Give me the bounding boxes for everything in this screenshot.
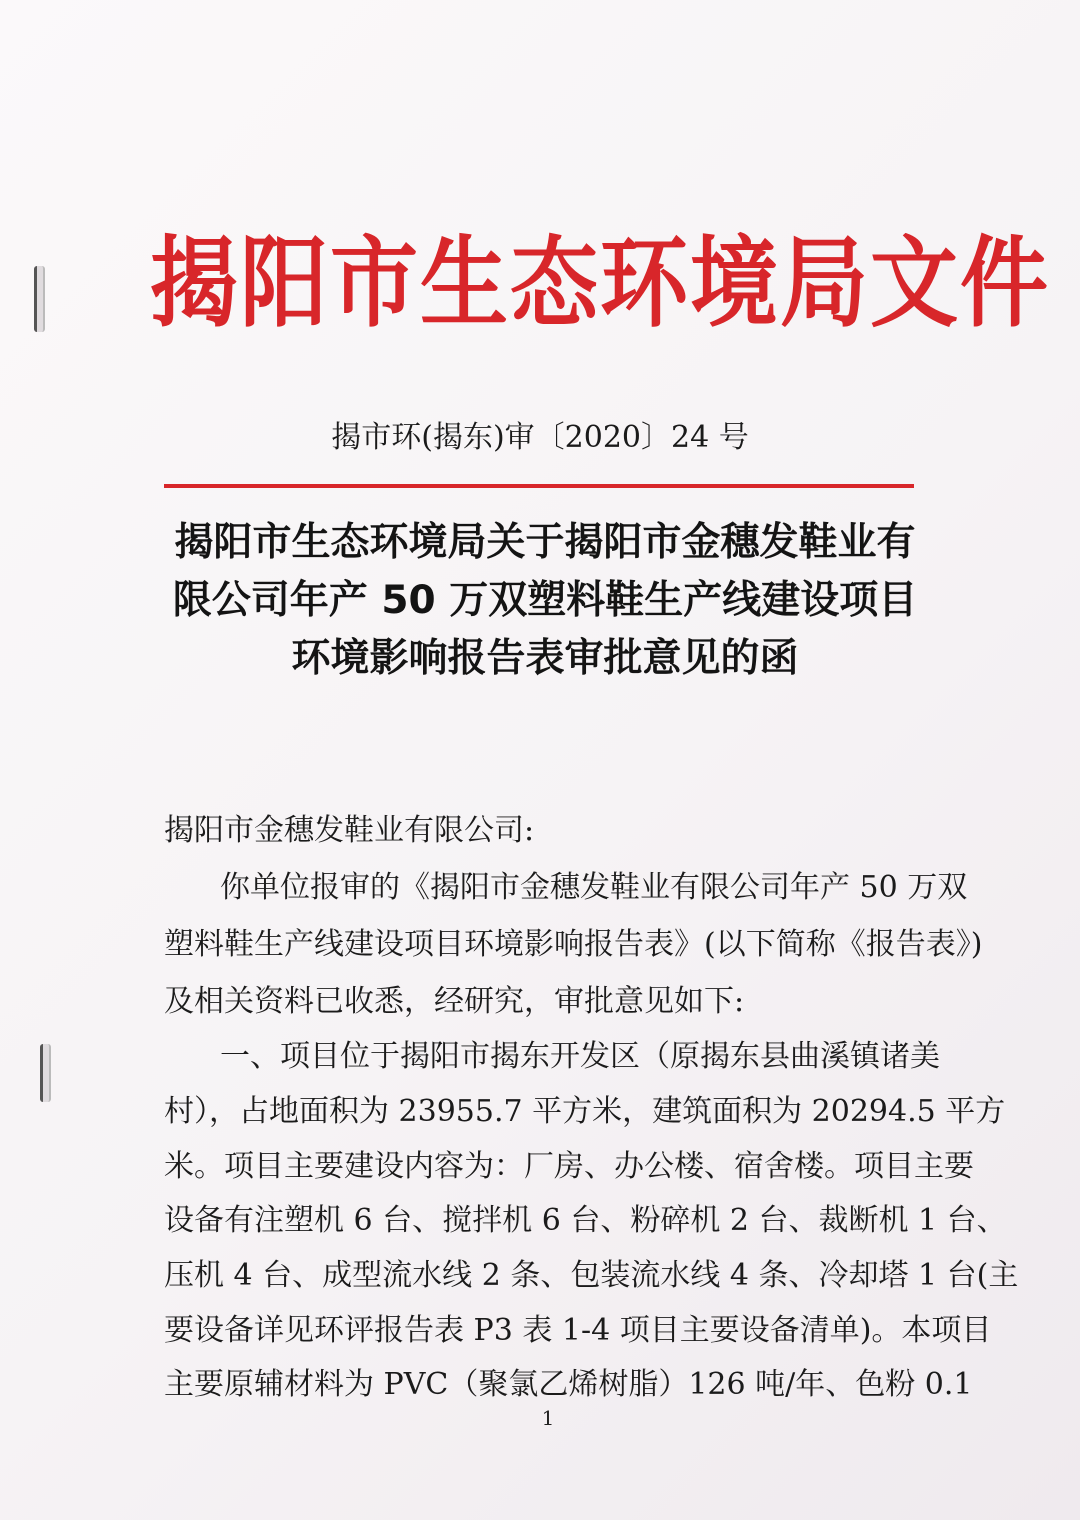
body-line: 要设备详见环评报告表 P3 表 1-4 项目主要设备清单)。本项目 [164,1313,992,1348]
body-line: 你单位报审的《揭阳市金穗发鞋业有限公司年产 50 万双 [220,870,968,905]
body-line: 设备有注塑机 6 台、搅拌机 6 台、粉碎机 2 台、裁断机 1 台、 [164,1203,1007,1238]
document-number: 揭市环(揭东)审〔2020〕24 号 [331,420,749,455]
header-red-rule [164,484,914,488]
document-subject [150,514,940,688]
body-line: 及相关资料已收悉，经研究，审批意见如下: [164,984,745,1019]
staple-mark [34,266,45,332]
staple-mark [40,1044,51,1102]
body-line: 主要原辅材料为 PVC（聚氯乙烯树脂）126 吨/年、色粉 0.1 [164,1367,973,1402]
subject-line: 环境影响报告表审批意见的函 [291,636,799,681]
subject-line: 揭阳市生态环境局关于揭阳市金穗发鞋业有 [174,520,916,565]
body-line: 塑料鞋生产线建设项目环境影响报告表》(以下简称《报告表》) [164,927,983,962]
body-line: 米。项目主要建设内容为：厂房、办公楼、宿舍楼。项目主要 [164,1149,974,1184]
body-line: 压机 4 台、成型流水线 2 条、包装流水线 4 条、冷却塔 1 台(主 [164,1258,1019,1293]
document-header-title: 揭阳市生态环境局文件 [150,225,1051,341]
addressee: 揭阳市金穗发鞋业有限公司: [164,813,535,848]
body-line: 一、项目位于揭阳市揭东开发区（原揭东县曲溪镇诸美 [220,1039,940,1074]
subject-line: 限公司年产 50 万双塑料鞋生产线建设项目 [172,578,918,623]
body-line: 村），占地面积为 23955.7 平方米，建筑面积为 20294.5 平方 [164,1094,1006,1129]
page-number: 1 [541,1406,555,1430]
